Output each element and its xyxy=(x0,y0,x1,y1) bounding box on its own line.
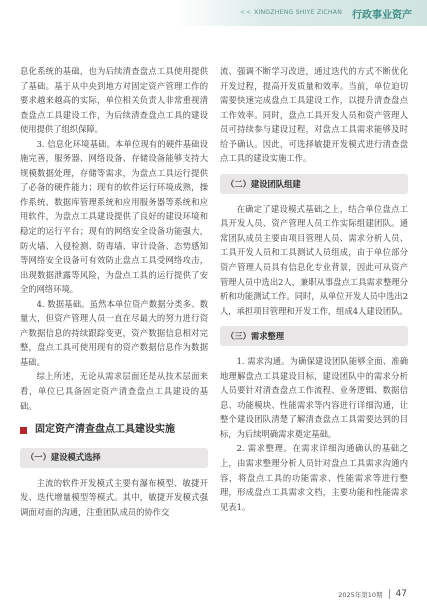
sub-heading-title: （二）建设团队组建 xyxy=(226,178,301,189)
sub-heading-title: （三）需求整理 xyxy=(226,330,285,341)
paragraph: 1. 需求沟通。为确保建设团队能够全面、准确地理解盘点工具建设目标，建设团队中的需求分析人员要针对清查盘点工作流程、业务逻辑、数据信息、功能模块、性能需求等内容进行详细沟通，让整个建设团队清楚了解清查盘点工具需要达到的目标，为后续明确需求奠定基础。 xyxy=(220,356,408,439)
issue-label: 2025年第10期 xyxy=(338,590,383,599)
page-number: 47 xyxy=(389,589,407,599)
header-chinese-title: 行政事业资产 xyxy=(352,10,412,21)
section-heading xyxy=(20,423,208,438)
sub-heading xyxy=(220,174,408,194)
paragraph: 在确定了建设模式基础之上，结合单位盘点工具开发人员、资产管理人员工作实际组建团队。通常团队成员主要由项目管理人员、需求分析人员、工具开发人员和工具测试人员组成，由于单位部分资产管理人员具有信息化专业背景，因此可从资产管理人员中选出2人，兼职从事盘点工具需求整理分析和功能测试工作。同时，从单位开发人员中选出2人，承担项目管理和开发工作，组成4人建设团队。 xyxy=(220,203,408,316)
paragraph: 主流的软件开发模式主要有瀑布模型、敏捷开发、迭代增量模型等模式。其中，敏捷开发模式强调面对面的沟通，注重团队成员的协作交 xyxy=(20,477,208,517)
sub-heading xyxy=(220,326,408,346)
section-marker-icon xyxy=(20,427,27,434)
header-english-title: XINGZHENG SHIYE ZICHAN xyxy=(254,9,343,16)
page-footer xyxy=(338,589,407,599)
paragraph: 流、强调不断学习改进，通过迭代的方式不断优化开发过程，提高开发质量和效率。当前，单位迫切需要快速完成盘点工具建设工作，以提升清查盘点工作效率。同时，盘点工具开发人员和资产管理人员可持续参与建设过程，对盘点工具需求能够及时给予确认。因此，可选择敏捷开发模式进行清查盘点工具的建设实施工作。 xyxy=(220,66,408,164)
right-column xyxy=(220,64,408,514)
header-decoration: << xyxy=(240,9,253,16)
sub-heading-title: （一）建设模式选择 xyxy=(26,452,101,463)
sub-heading xyxy=(20,448,208,468)
paragraph: 综上所述，无论从需求层面还是从技术层面来看，单位已具备固定资产清查盘点工具建设的基础。 xyxy=(20,371,208,411)
section-title: 固定资产清查盘点工具建设实施 xyxy=(35,424,175,436)
paragraph: 4. 数据基础。虽然本单位资产数据分类多、数量大，但资产管理人员一直在尽最大的努力进行资产数据信息的持续跟踪变更，资产数据信息相对完整，盘点工具可使用现有的资产数据信息作为数据基础。 xyxy=(20,298,208,367)
paragraph: 2. 需求整理。在需求详细沟通确认的基础之上，由需求整理分析人员针对盘点工具需求沟通内容，将盘点工具的功能需求、性能需求等进行整理，形成盘点工具需求文档，主要功能和性能需求见表1。 xyxy=(220,443,408,512)
paragraph: 3. 信息化环境基础。本单位现有的硬件基础设施完善，服务器、网络设备、存储设备能够支持大规模数据处理，存储等需求，为盘点工具运行提供了必备的硬件能力；现有的软件运行环境成熟，操作系统、数据库管理系统和应用服务器等系统和应用软件，为盘点工具建设提供了良好的建设环境和稳定的运行平台；现有的网络安全设备功能强大，防火墙、入侵检测、防毒墙、审计设备、态势感知等网络安全设备可有效防止盘点工具受网络攻击，出现数据泄露等风险，为盘点工具的运行提供了安全的网络环境。 xyxy=(20,138,208,295)
left-column xyxy=(20,64,208,519)
paragraph: 息化系统的基础，也为后续清查盘点工具使用提供了基础。基于从中央到地方对固定资产管理工作的要求越来越高的实际，单位相关负责人非常重视清查盘点工具建设工作，为后续清查盘点工具的建设使用提供了组织保障。 xyxy=(20,66,208,135)
